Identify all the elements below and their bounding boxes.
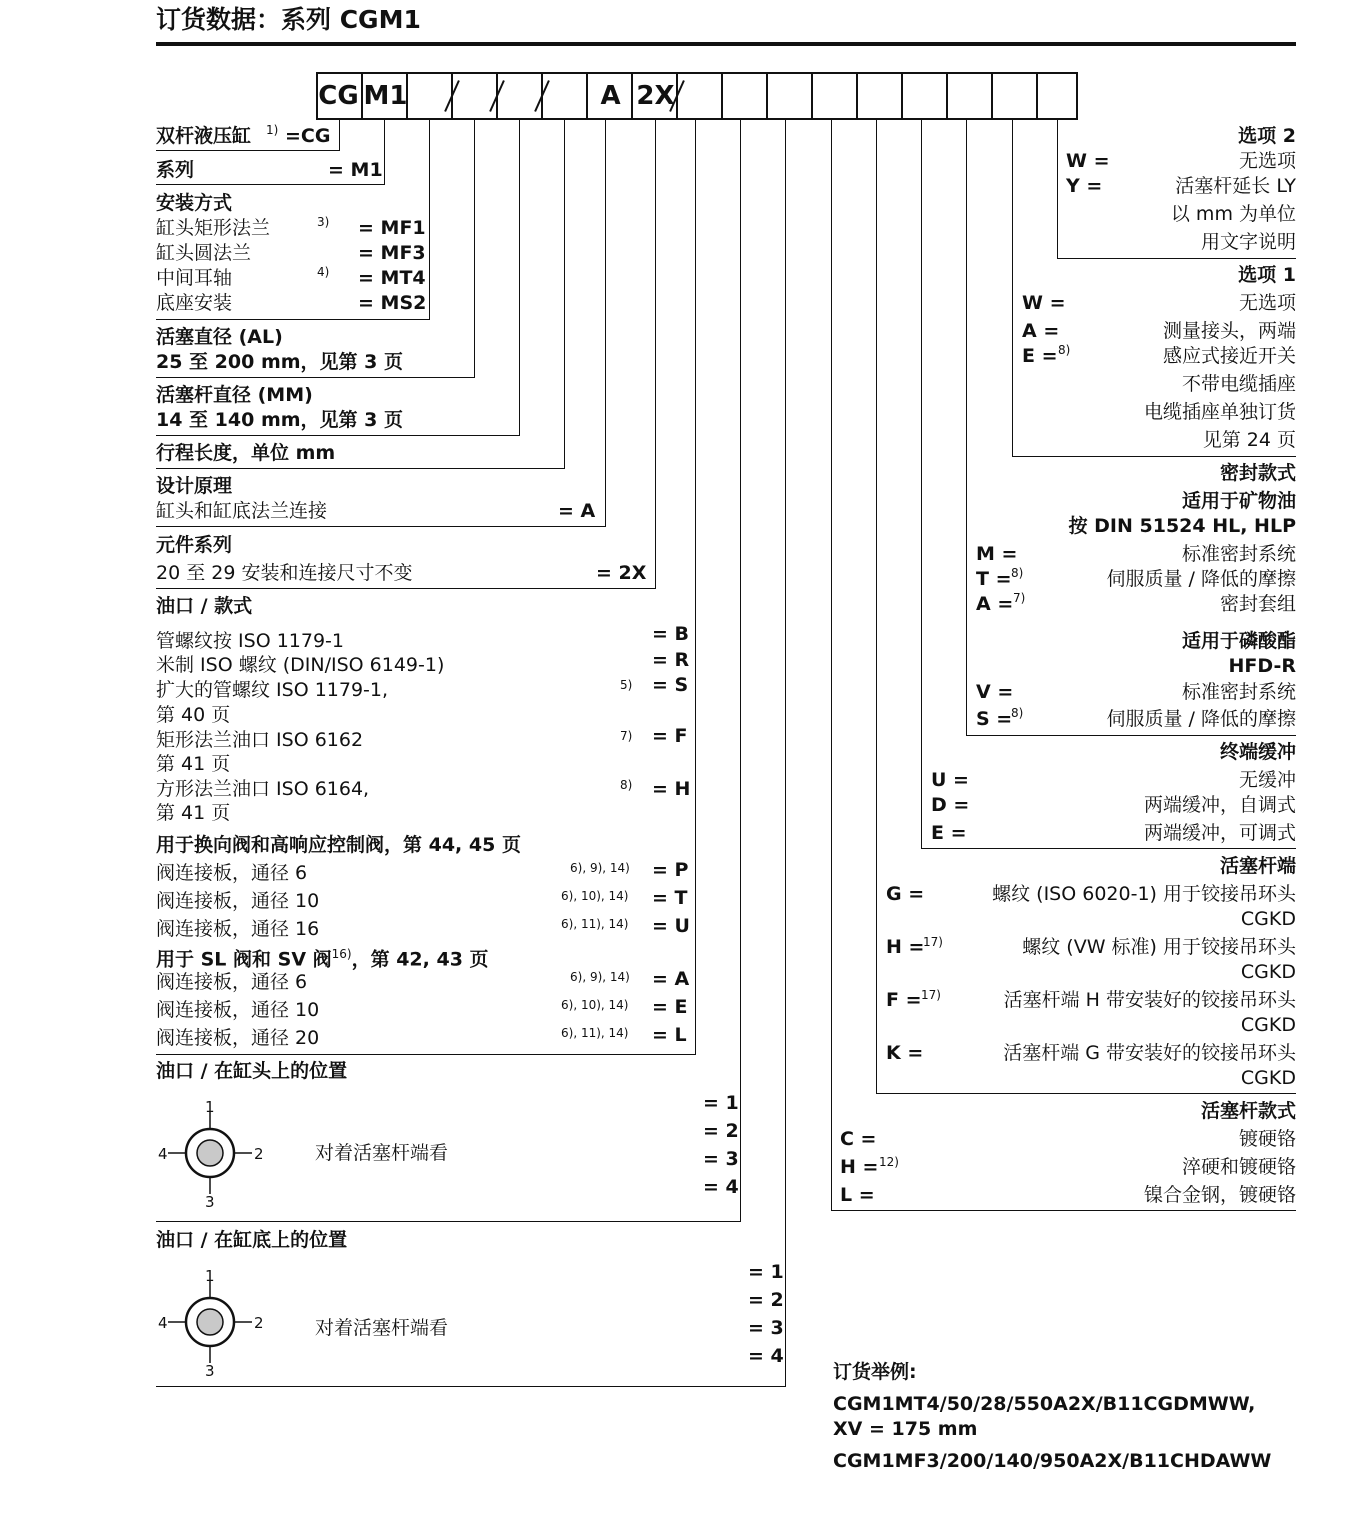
seal-sub: 按 DIN 51524 HL, HLP (1068, 515, 1296, 537)
footnote-ref: 17) (923, 935, 943, 949)
example-code: CGM1MF3/200/140/950A2X/B11CHDAWW (833, 1450, 1272, 1472)
port-item: 方形法兰油口 ISO 6164, (156, 778, 370, 800)
port-value: = A (652, 968, 690, 990)
section-rule (876, 1093, 1296, 1094)
opt2-desc: 无选项 (1238, 150, 1296, 172)
section-rule (156, 468, 565, 469)
footnote-ref: 6), 11), 14) (561, 1026, 629, 1040)
ports-heading: 油口 / 款式 (156, 595, 253, 617)
code-cell-rodend (856, 74, 903, 118)
section-rule (156, 435, 520, 436)
page-title: 订货数据：系列 CGM1 (156, 5, 421, 34)
connector-line (519, 120, 520, 436)
seal-key: A = (976, 593, 1014, 615)
connector-line (695, 120, 696, 1055)
section-rule (156, 377, 475, 378)
rodtype-desc: 镍合金钢，镀硬铬 (1143, 1184, 1296, 1206)
rodend-desc: CGKD (1240, 1067, 1296, 1089)
seal-key: S = (976, 708, 1013, 730)
opt2-desc: 活塞杆延长 LY (1175, 175, 1296, 197)
basepos-value: = 2 (748, 1289, 784, 1311)
rodend-heading: 活塞杆端 (1219, 855, 1296, 877)
basepos-view: 对着活塞杆端看 (315, 1317, 449, 1339)
section-rule (966, 735, 1296, 736)
code-cell-2x: 2X (631, 74, 678, 118)
mount-item: 缸头圆法兰 (156, 242, 252, 264)
code-cell-opt1 (991, 74, 1038, 118)
connector-line (429, 120, 430, 320)
code-cell-cushion (901, 74, 948, 118)
sub-heading-text: 用于 SL 阀和 SV 阀 (156, 948, 332, 971)
port-value: = E (652, 996, 688, 1018)
port-item: 管螺纹按 ISO 1179-1 (156, 630, 344, 652)
port-item: 阀连接板，通径 10 (156, 999, 320, 1021)
opt1-desc: 测量接头，两端 (1162, 320, 1296, 342)
footnote-ref: 7) (1013, 591, 1026, 605)
port-value: = P (652, 859, 689, 881)
footnote-ref: 1) (266, 123, 279, 137)
port-item-page: 第 41 页 (156, 802, 231, 824)
headpos-value: = 4 (703, 1176, 739, 1198)
opt1-desc: 感应式接近开关 (1162, 345, 1296, 367)
m1-value: = M1 (328, 159, 383, 181)
title-rule (156, 42, 1296, 46)
section-rule (921, 848, 1296, 849)
sub-heading-text: ，第 42, 43 页 (351, 948, 489, 971)
port-number: 4 (158, 1145, 168, 1163)
port-number: 1 (205, 1267, 215, 1285)
port-value: = R (652, 649, 690, 671)
series-heading: 元件系列 (156, 534, 233, 556)
opt2-heading: 选项 2 (1238, 125, 1296, 147)
section-rule (156, 1054, 696, 1055)
rodend-key: H = (886, 936, 925, 958)
mount-value: = MS2 (358, 292, 427, 314)
footnote-ref: 5) (620, 678, 633, 692)
section-rule (156, 588, 656, 589)
connector-line (655, 120, 656, 589)
seal-heading: 密封款式 (1219, 462, 1296, 484)
rodtype-desc: 淬硬和镀硬铬 (1181, 1156, 1296, 1178)
footnote-ref: 16) (331, 947, 352, 961)
opt2-key: W = (1066, 150, 1110, 172)
example-code: CGM1MT4/50/28/550A2X/B11CGDMWW, (833, 1393, 1256, 1415)
headpos-view: 对着活塞杆端看 (315, 1142, 449, 1164)
connector-line (339, 120, 340, 150)
footnote-ref: 6), 11), 14) (561, 917, 629, 931)
rodend-desc: CGKD (1240, 908, 1296, 930)
footnote-ref: 3) (317, 215, 330, 229)
port-item-page: 第 41 页 (156, 753, 231, 775)
design-label: 缸头和缸底法兰连接 (156, 500, 328, 522)
connector-line (740, 120, 741, 1222)
opt1-key: W = (1022, 292, 1066, 314)
section-rule (156, 526, 606, 527)
series-label: 20 至 29 安装和连接尺寸不变 (156, 562, 413, 584)
rodend-desc: 螺纹 (VW 标准) 用于铰接吊环头 (1022, 936, 1296, 958)
footnote-ref: 4) (317, 265, 330, 279)
port-item: 阀连接板，通径 16 (156, 918, 320, 940)
port-item: 阀连接板，通径 20 (156, 1027, 320, 1049)
mount-value: = MF1 (358, 217, 426, 239)
rod-range: 14 至 140 mm，见第 3 页 (156, 409, 403, 431)
port-number: 2 (254, 1314, 264, 1332)
cushion-key: E = (931, 822, 967, 844)
port-item: 矩形法兰油口 ISO 6162 (156, 729, 364, 751)
cg-label: 双杆液压缸 (156, 125, 252, 147)
order-code-box (316, 72, 1078, 120)
connector-line (1057, 120, 1058, 259)
footnote-ref: 7) (620, 729, 633, 743)
cushion-key: D = (931, 794, 970, 816)
piston-heading: 活塞直径 (AL) (156, 326, 283, 348)
footnote-ref: 8) (1011, 706, 1024, 720)
code-cell-m1: M1 (361, 74, 408, 118)
opt1-key: E = (1022, 345, 1058, 367)
opt1-desc: 电缆插座单独订货 (1143, 401, 1296, 423)
port-number: 4 (158, 1314, 168, 1332)
opt1-desc: 不带电缆插座 (1181, 373, 1296, 395)
port-value: = F (652, 725, 688, 747)
seal-sub: HFD-R (1228, 655, 1296, 677)
headpos-value: = 3 (703, 1148, 739, 1170)
section-rule (156, 319, 430, 320)
mount-item: 底座安装 (156, 292, 233, 314)
section-rule (156, 1221, 741, 1222)
connector-line (921, 120, 922, 849)
seal-desc: 标准密封系统 (1181, 543, 1296, 565)
port-item: 阀连接板，通径 6 (156, 971, 308, 993)
rodtype-heading: 活塞杆款式 (1200, 1100, 1296, 1122)
connector-line (876, 120, 877, 1094)
seal-sub: 适用于矿物油 (1181, 490, 1296, 512)
port-item: 阀连接板，通径 6 (156, 862, 308, 884)
opt1-desc: 见第 24 页 (1202, 429, 1296, 451)
cushion-desc: 两端缓冲，自调式 (1143, 794, 1296, 816)
cg-value: =CG (285, 125, 331, 147)
footnote-ref: 17) (921, 988, 941, 1002)
port-item: 扩大的管螺纹 ISO 1179-1, (156, 679, 389, 701)
mount-value: = MT4 (358, 267, 426, 289)
section-rule (1012, 456, 1296, 457)
port-number: 3 (205, 1362, 215, 1380)
port-item: 米制 ISO 螺纹 (DIN/ISO 6149-1) (156, 654, 445, 676)
section-rule (156, 150, 340, 151)
opt2-desc: 用文字说明 (1200, 231, 1296, 253)
rodend-desc: 活塞杆端 G 带安装好的铰接吊环头 (1003, 1042, 1296, 1064)
example-heading: 订货举例: (833, 1361, 917, 1383)
section-rule (1057, 258, 1296, 259)
port-item-page: 第 40 页 (156, 704, 231, 726)
port-value: = U (652, 915, 690, 937)
port-value: = B (652, 623, 690, 645)
connector-line (831, 120, 832, 1211)
code-cell-basepos (766, 74, 813, 118)
connector-line (564, 120, 565, 469)
connector-line (384, 120, 385, 184)
footnote-ref: 8) (620, 778, 633, 792)
piston-range: 25 至 200 mm，见第 3 页 (156, 351, 403, 373)
rodend-key: F = (886, 989, 922, 1011)
port-number: 2 (254, 1145, 264, 1163)
seal-key: T = (976, 568, 1012, 590)
basepos-value: = 1 (748, 1261, 784, 1283)
mount-heading: 安装方式 (156, 192, 233, 214)
seal-key: M = (976, 543, 1018, 565)
cushion-desc: 两端缓冲，可调式 (1143, 822, 1296, 844)
footnote-ref: 8) (1011, 566, 1024, 580)
port-number: 1 (205, 1098, 215, 1116)
seal-desc: 伺服质量 / 降低的摩擦 (1106, 708, 1296, 730)
headpos-value: = 2 (703, 1120, 739, 1142)
opt2-key: Y = (1066, 175, 1103, 197)
seal-desc: 标准密封系统 (1181, 681, 1296, 703)
rodend-desc: 活塞杆端 H 带安装好的铰接吊环头 (1003, 989, 1296, 1011)
port-value: = S (652, 674, 689, 696)
ports-sub-heading: 用于换向阀和高响应控制阀，第 44, 45 页 (156, 834, 521, 856)
design-heading: 设计原理 (156, 475, 233, 497)
footnote-ref: 12) (879, 1155, 899, 1169)
headpos-heading: 油口 / 在缸头上的位置 (156, 1060, 348, 1082)
example-code: XV = 175 mm (833, 1418, 978, 1440)
mount-value: = MF3 (358, 242, 426, 264)
rodend-desc: 螺纹 (ISO 6020-1) 用于铰接吊环头 (992, 883, 1296, 905)
seal-desc: 密封套组 (1219, 593, 1296, 615)
rodend-desc: CGKD (1240, 961, 1296, 983)
cushion-heading: 终端缓冲 (1219, 741, 1296, 763)
opt1-heading: 选项 1 (1238, 264, 1296, 286)
connector-line (605, 120, 606, 527)
ports-sub-heading2 (156, 942, 489, 971)
series-value: = 2X (596, 562, 647, 584)
rodend-key: K = (886, 1042, 924, 1064)
cushion-desc: 无缓冲 (1238, 769, 1296, 791)
seal-sub: 适用于磷酸酯 (1181, 630, 1296, 652)
basepos-value: = 4 (748, 1345, 784, 1367)
code-cell-seal (946, 74, 993, 118)
seal-key: V = (976, 681, 1014, 703)
footnote-ref: 6), 9), 14) (570, 861, 630, 875)
opt2-desc: 以 mm 为单位 (1170, 203, 1296, 225)
code-cell-cg: CG (318, 81, 359, 111)
section-rule (156, 184, 385, 185)
rodtype-key: C = (840, 1128, 877, 1150)
headpos-value: = 1 (703, 1092, 739, 1114)
seal-desc: 伺服质量 / 降低的摩擦 (1106, 568, 1296, 590)
opt1-key: A = (1022, 320, 1060, 342)
opt1-desc: 无选项 (1238, 292, 1296, 314)
code-cell-opt2 (1036, 74, 1078, 118)
code-cell-rodtype (811, 74, 858, 118)
code-cell-a: A (586, 74, 633, 118)
basepos-value: = 3 (748, 1317, 784, 1339)
port-value: = T (652, 887, 688, 909)
rodtype-key: L = (840, 1184, 875, 1206)
port-value: = H (652, 778, 691, 800)
rodend-key: G = (886, 883, 925, 905)
connector-line (1012, 120, 1013, 457)
rod-heading: 活塞杆直径 (MM) (156, 384, 313, 406)
basepos-heading: 油口 / 在缸底上的位置 (156, 1229, 348, 1251)
port-value: = L (652, 1024, 687, 1046)
footnote-ref: 6), 9), 14) (570, 970, 630, 984)
cushion-key: U = (931, 769, 969, 791)
port-number: 3 (205, 1193, 215, 1211)
connector-line (474, 120, 475, 378)
code-cell-headpos (721, 74, 768, 118)
rodtype-desc: 镀硬铬 (1238, 1128, 1296, 1150)
design-value: = A (558, 500, 596, 522)
connector-line (785, 120, 786, 1387)
rodtype-key: H = (840, 1156, 879, 1178)
footnote-ref: 6), 10), 14) (561, 889, 629, 903)
connector-line (966, 120, 967, 736)
footnote-ref: 6), 10), 14) (561, 998, 629, 1012)
section-rule (156, 1386, 786, 1387)
footnote-ref: 8) (1058, 343, 1071, 357)
m1-label: 系列 (156, 159, 195, 181)
section-rule (831, 1210, 1296, 1211)
port-item: 阀连接板，通径 10 (156, 890, 320, 912)
rodend-desc: CGKD (1240, 1014, 1296, 1036)
stroke-heading: 行程长度，单位 mm (156, 442, 336, 464)
mount-item: 中间耳轴 (156, 267, 233, 289)
mount-item: 缸头矩形法兰 (156, 217, 271, 239)
